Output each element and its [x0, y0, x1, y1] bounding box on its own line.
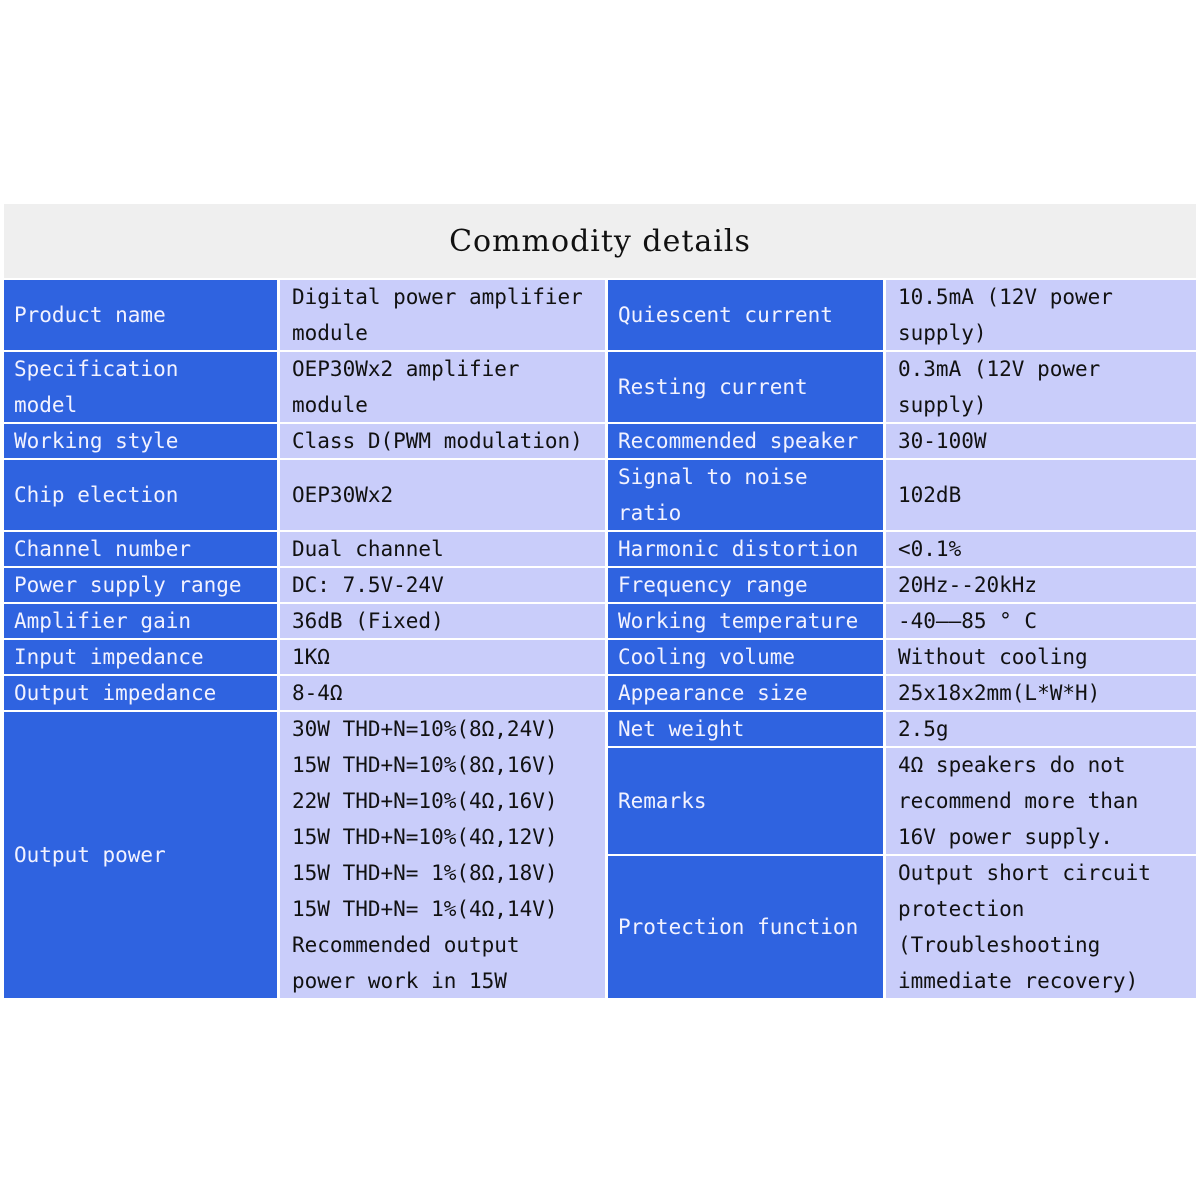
spec-label	[608, 532, 883, 566]
spec-label-text: Net weight	[618, 717, 745, 741]
spec-value-text: DC: 7.5V-24V	[292, 573, 444, 597]
spec-value-text: 8-4Ω	[292, 681, 343, 705]
spec-value	[886, 424, 1196, 458]
spec-value	[280, 568, 605, 602]
spec-value	[886, 568, 1196, 602]
spec-label-text: Recommended speaker	[618, 429, 859, 453]
spec-label	[4, 640, 277, 674]
spec-label-text: Quiescent current	[618, 303, 833, 327]
spec-label	[608, 352, 883, 422]
spec-label-text: Harmonic distortion	[618, 537, 859, 561]
spec-value	[886, 604, 1196, 638]
spec-value	[886, 712, 1196, 746]
spec-value-text: 25x18x2mm(L*W*H)	[898, 681, 1101, 705]
spec-label-text: Cooling volume	[618, 645, 796, 669]
spec-value-text: Output short circuit protection (Troubleshooting immediate recovery)	[898, 861, 1151, 993]
spec-label	[4, 712, 277, 998]
spec-value-text: 1KΩ	[292, 645, 330, 669]
spec-value	[280, 424, 605, 458]
spec-label-text: Channel number	[14, 537, 192, 561]
spec-label-text: Chip election	[14, 483, 179, 507]
spec-label	[4, 568, 277, 602]
spec-value-text: 2.5g	[898, 717, 949, 741]
spec-label-text: Product name	[14, 303, 166, 327]
spec-label	[4, 460, 277, 530]
spec-value	[886, 532, 1196, 566]
spec-value-text: 20Hz--20kHz	[898, 573, 1038, 597]
spec-value	[280, 640, 605, 674]
spec-label	[608, 676, 883, 710]
spec-label-text: Signal to noise ratio	[618, 465, 808, 525]
spec-value-text: 4Ω speakers do not recommend more than 16V power supply.	[898, 753, 1139, 849]
spec-value-text: 102dB	[898, 483, 962, 507]
spec-label-text: Resting current	[618, 375, 808, 399]
spec-label	[4, 604, 277, 638]
spec-value	[886, 352, 1196, 422]
spec-value-text: Without cooling	[898, 645, 1088, 669]
spec-value-text: Dual channel	[292, 537, 444, 561]
spec-label	[608, 748, 883, 854]
spec-label	[4, 424, 277, 458]
spec-value	[280, 712, 605, 998]
spec-label-text: Amplifier gain	[14, 609, 192, 633]
spec-label	[4, 352, 277, 422]
spec-value-text: 30-100W	[898, 429, 987, 453]
spec-label	[608, 460, 883, 530]
spec-value	[886, 676, 1196, 710]
spec-value	[886, 460, 1196, 530]
spec-label	[608, 424, 883, 458]
spec-label-text: Frequency range	[618, 573, 808, 597]
spec-label-text: Protection function	[618, 915, 859, 939]
spec-label	[608, 604, 883, 638]
spec-label	[608, 640, 883, 674]
spec-label	[4, 532, 277, 566]
spec-value-text: OEP30Wx2	[292, 483, 394, 507]
spec-label	[608, 856, 883, 998]
spec-value-text: 30W THD+N=10%(8Ω,24V) 15W THD+N=10%(8Ω,16V) 22W THD+N=10%(4Ω,16V) 15W THD+N=10%(4Ω,12V) 15W THD+N= 1%(8Ω,18V) 15W THD+N= 1%(4Ω,14V) Recommended output power work in 15W	[292, 717, 558, 993]
table-title: Commodity details	[4, 204, 1196, 278]
spec-label-text: Working style	[14, 429, 179, 453]
spec-value	[886, 280, 1196, 350]
spec-label-text: Input impedance	[14, 645, 204, 669]
spec-label-text: Output power	[14, 843, 166, 867]
spec-label	[608, 712, 883, 746]
spec-value-text: Class D(PWM modulation)	[292, 429, 583, 453]
spec-label-text: Specification model	[14, 357, 179, 417]
spec-label-text: Working temperature	[618, 609, 859, 633]
spec-value	[280, 604, 605, 638]
spec-value	[280, 676, 605, 710]
spec-label	[4, 676, 277, 710]
spec-value	[280, 280, 605, 350]
spec-label	[608, 568, 883, 602]
spec-value-text: 10.5mA (12V power supply)	[898, 285, 1113, 345]
spec-value	[886, 640, 1196, 674]
spec-label-text: Remarks	[618, 789, 707, 813]
spec-value	[280, 460, 605, 530]
spec-label	[4, 280, 277, 350]
spec-value-text: -40——85 ° C	[898, 609, 1038, 633]
spec-value	[280, 532, 605, 566]
spec-label-text: Output impedance	[14, 681, 217, 705]
spec-label-text: Appearance size	[618, 681, 808, 705]
commodity-details-table	[4, 204, 1196, 998]
spec-value	[886, 856, 1196, 998]
spec-value-text: OEP30Wx2 amplifier module	[292, 357, 520, 417]
spec-value	[280, 352, 605, 422]
spec-value	[886, 748, 1196, 854]
spec-label-text: Power supply range	[14, 573, 242, 597]
spec-value-text: 36dB (Fixed)	[292, 609, 444, 633]
spec-value-text: Digital power amplifier module	[292, 285, 583, 345]
spec-value-text: 0.3mA (12V power supply)	[898, 357, 1101, 417]
spec-label	[608, 280, 883, 350]
spec-value-text: <0.1%	[898, 537, 962, 561]
